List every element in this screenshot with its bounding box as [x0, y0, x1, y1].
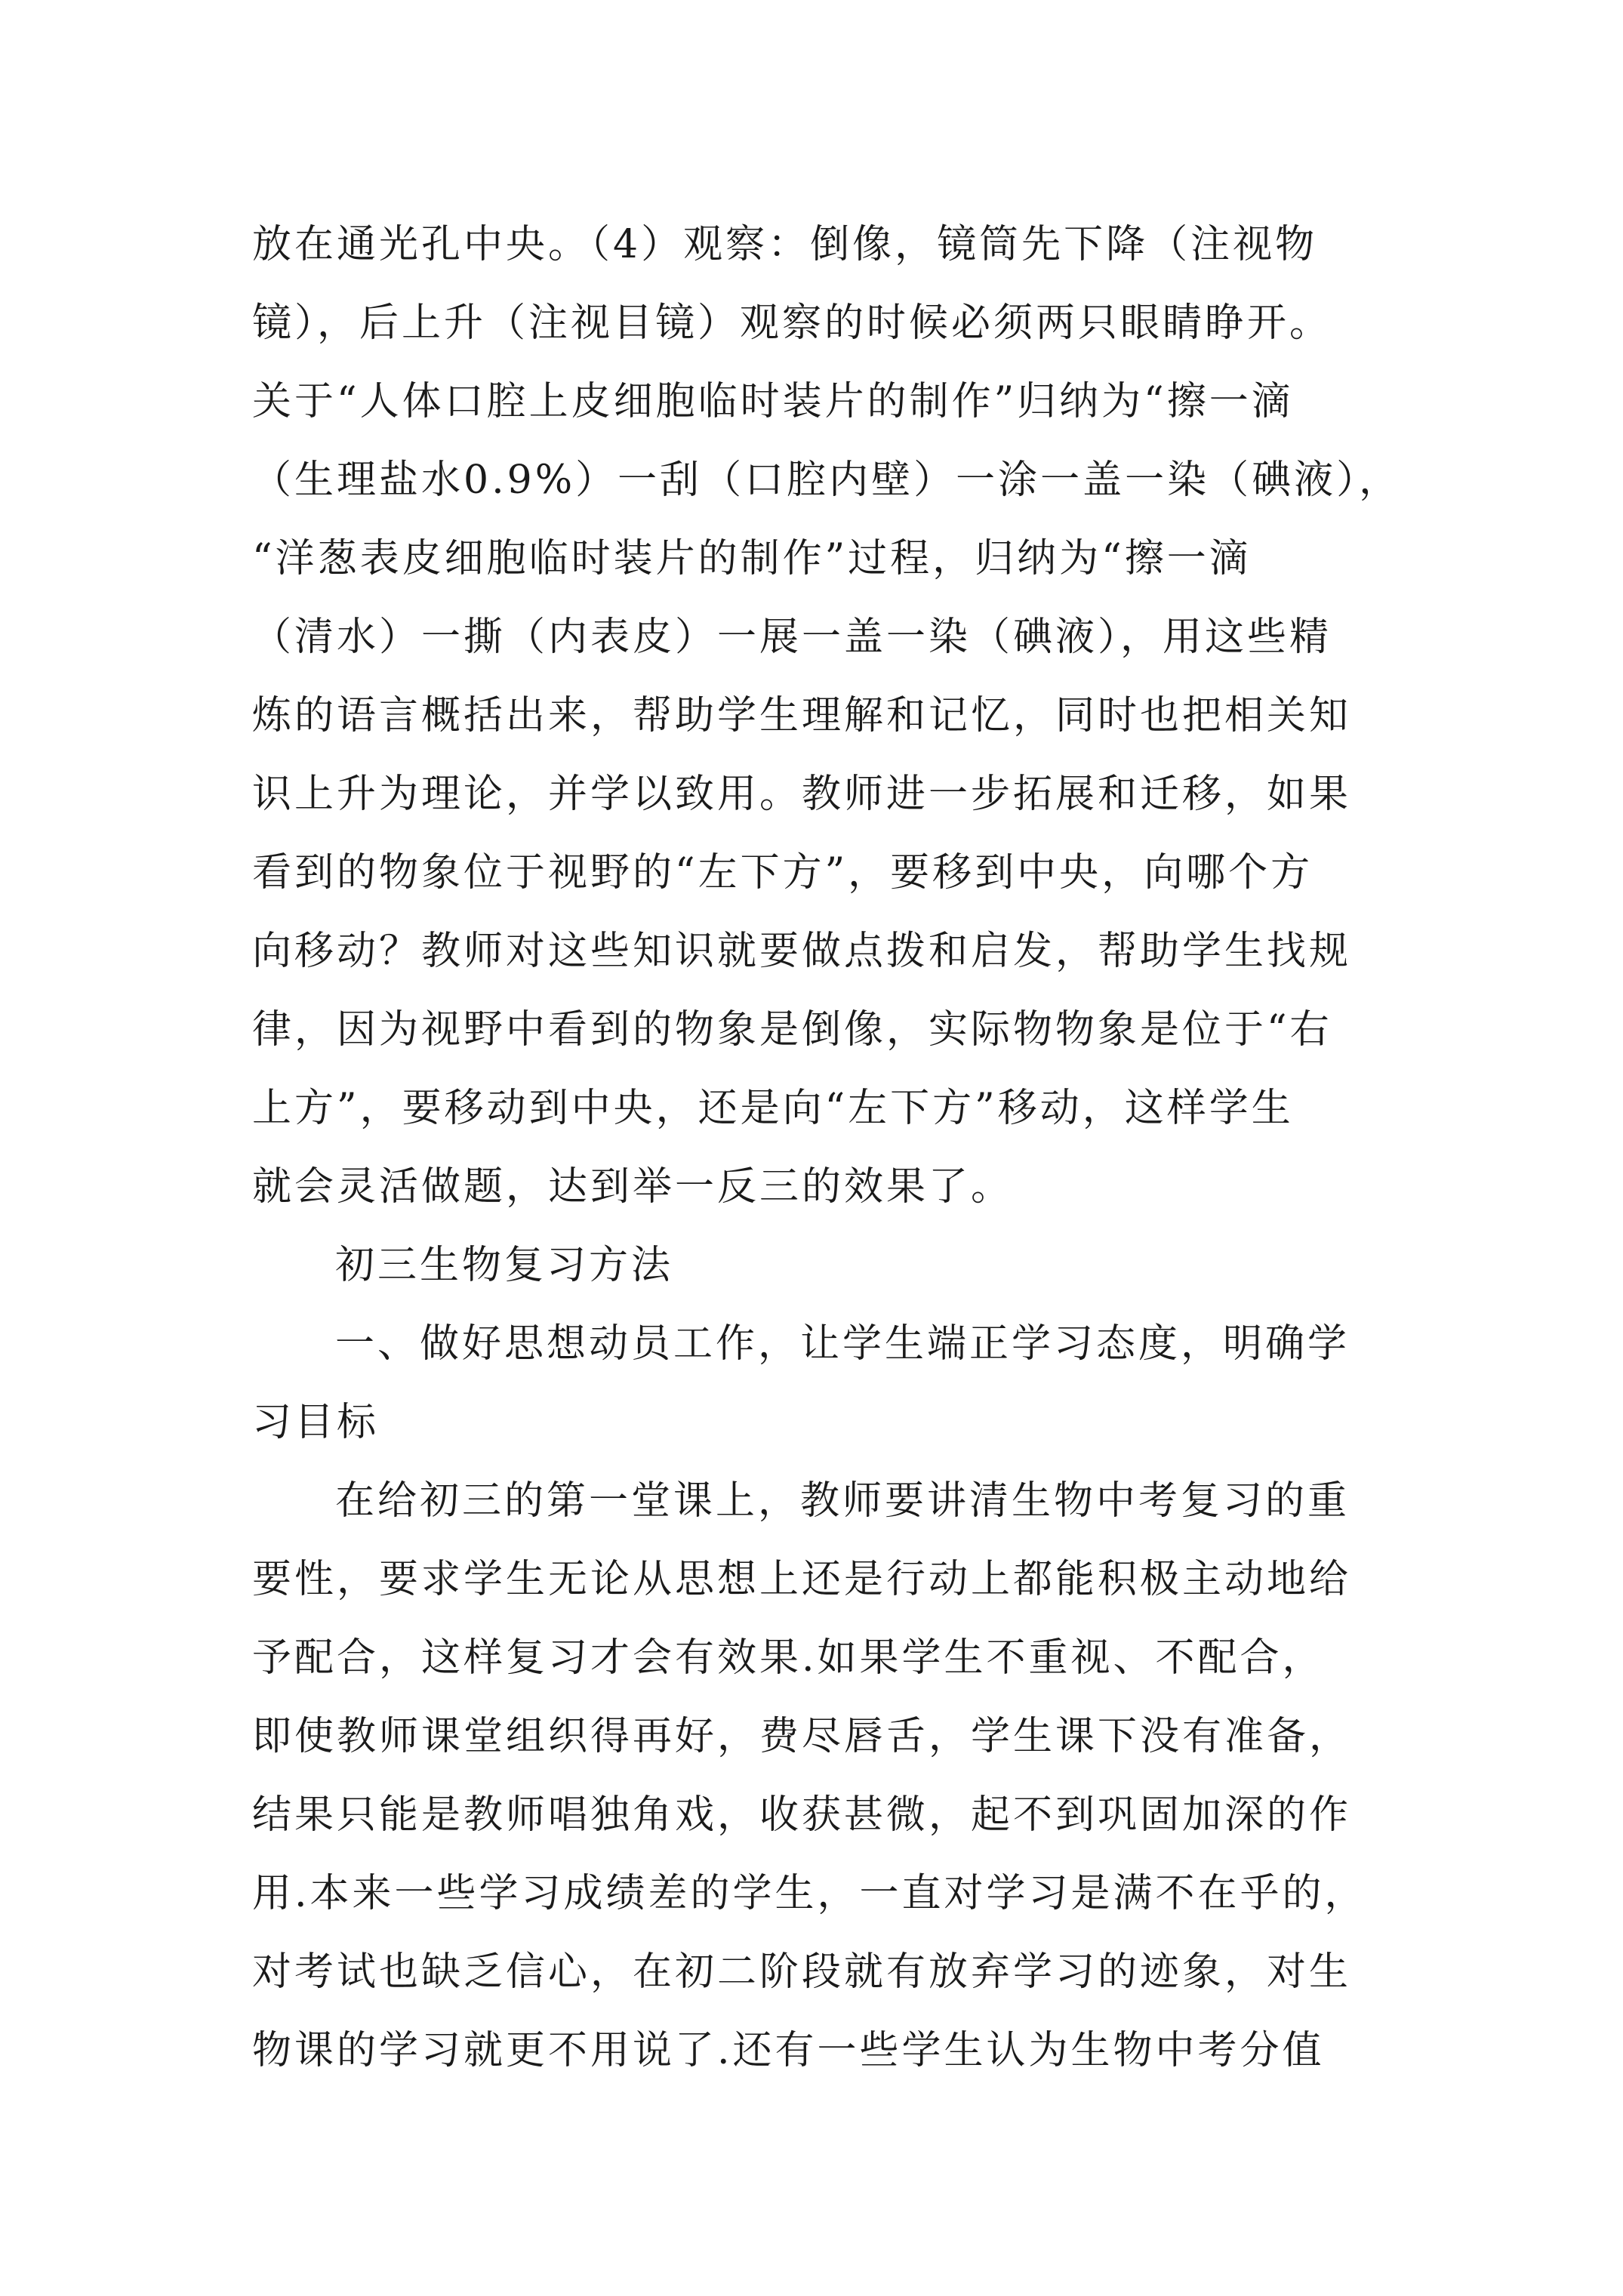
- subsection-heading: 一、做好思想动员工作，让学生端正学习态度，明确学: [335, 1321, 1350, 1367]
- text-line: 对考试也缺乏信心，在初二阶段就有放弃学习的迹象，对生: [252, 1949, 1352, 1995]
- section-heading: 初三生物复习方法: [335, 1243, 674, 1288]
- text-line: 物课的学习就更不用说了.还有一些学生认为生物中考分值: [252, 2028, 1325, 2073]
- subsection-heading-continued: 习目标: [252, 1400, 380, 1445]
- text-line: 律，因为视野中看到的物象是倒像，实际物物象是位于“右: [252, 1007, 1332, 1052]
- text-line: （清水）一撕（内表皮）一展一盖一染（碘液），用这些精: [252, 615, 1332, 660]
- paragraph-start: 在给初三的第一堂课上，教师要讲清生物中考复习的重: [335, 1478, 1350, 1524]
- text-line: （生理盐水0.9%）一刮（口腔内壁）一涂一盖一染（碘液），: [252, 458, 1402, 503]
- text-line: 上方”，要移动到中央，还是向“左下方”移动，这样学生: [252, 1086, 1294, 1131]
- text-line: 识上升为理论，并学以致用。教师进一步拓展和迁移，如果: [252, 772, 1352, 817]
- text-line: 镜），后上升（注视目镜）观察的时候必须两只眼睛睁开。: [252, 300, 1332, 346]
- text-line: 结果只能是教师唱独角戏，收获甚微，起不到巩固加深的作: [252, 1792, 1352, 1838]
- text-line: 要性，要求学生无论从思想上还是行动上都能积极主动地给: [252, 1557, 1352, 1602]
- text-line: 就会灵活做题，达到举一反三的效果了。: [252, 1164, 1014, 1210]
- text-line: 看到的物象位于视野的“左下方”，要移到中央，向哪个方: [252, 850, 1313, 895]
- text-line: 放在通光孔中央。（4）观察：倒像，镜筒先下降（注视物: [252, 222, 1318, 267]
- text-line: 炼的语言概括出来，帮助学生理解和记忆，同时也把相关知: [252, 693, 1352, 738]
- text-line: 关于“人体口腔上皮细胞临时装片的制作”归纳为“擦一滴: [252, 379, 1294, 424]
- text-line: 向移动？教师对这些知识就要做点拨和启发，帮助学生找规: [252, 929, 1352, 974]
- text-line: 即使教师课堂组织得再好，费尽唇舌，学生课下没有准备，: [252, 1714, 1352, 1759]
- text-line: “洋葱表皮细胞临时装片的制作”过程，归纳为“擦一滴: [252, 536, 1252, 581]
- text-line: 用.本来一些学习成绩差的学生，一直对学习是满不在乎的，: [252, 1871, 1367, 1916]
- text-line: 予配合，这样复习才会有效果.如果学生不重视、不配合，: [252, 1635, 1325, 1681]
- body-text: [252, 205, 1402, 2090]
